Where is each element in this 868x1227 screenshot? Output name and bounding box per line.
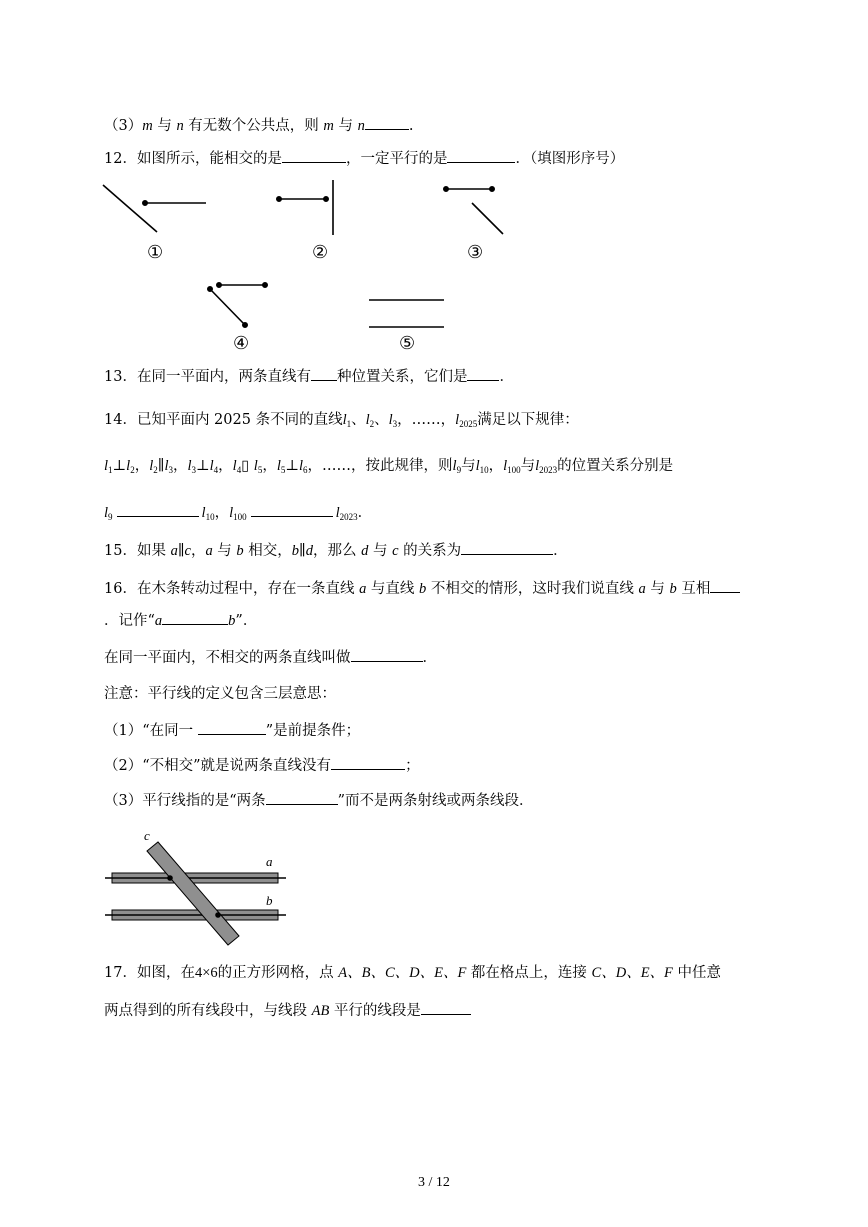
q14-line2 <box>104 456 673 480</box>
q16-line1 <box>104 578 740 599</box>
text: ， <box>262 458 277 474</box>
label-b: b <box>266 893 273 908</box>
text: （1）“在同一 <box>104 723 194 739</box>
subscript: 9 <box>108 512 113 522</box>
text: ，……， <box>397 412 456 428</box>
q12-figures <box>95 175 535 360</box>
var-m: m <box>142 118 153 134</box>
var-l: l <box>299 458 304 474</box>
fig3-label: ③ <box>467 242 484 263</box>
text: ， <box>218 458 233 474</box>
text: 互相 <box>676 581 711 597</box>
text: ， <box>134 458 150 474</box>
text: 的关系为 <box>398 543 462 559</box>
answer-blank[interactable] <box>282 148 346 163</box>
var-l: l <box>253 458 258 474</box>
var-d: d <box>305 543 313 559</box>
text: 与 <box>333 118 358 134</box>
var-n: n <box>357 118 365 134</box>
subscript: 2023 <box>339 512 358 522</box>
fig5-label: ⑤ <box>399 333 416 354</box>
label-c: c <box>144 828 150 843</box>
label-a: a <box>266 854 273 869</box>
var-l: l <box>232 458 237 474</box>
text: ， <box>172 458 188 474</box>
q14-line1 <box>104 410 579 434</box>
var-l: l <box>149 458 154 474</box>
fig4-endpoint <box>208 287 212 291</box>
answer-blank[interactable] <box>710 578 740 593</box>
var-b: b <box>236 543 244 559</box>
text: ， <box>190 543 206 559</box>
parallel-symbol: ∥ <box>157 458 165 474</box>
text: ．（填图形序号） <box>515 151 625 167</box>
answer-blank[interactable] <box>198 720 266 735</box>
text: 17．如图，在 <box>104 965 195 981</box>
text: 与 <box>212 543 237 559</box>
var-c: c <box>392 543 399 559</box>
var-n: n <box>176 118 184 134</box>
text: . <box>408 118 414 134</box>
text: 不相交的情形，这时我们说直线 <box>426 581 639 597</box>
var-l: l <box>276 458 281 474</box>
var-l: l <box>535 458 540 474</box>
var-l: l <box>126 458 131 474</box>
q15 <box>104 540 568 561</box>
unknown-symbol: ▯ <box>241 458 250 474</box>
text: ，一定平行的是 <box>345 151 448 167</box>
var-l: l <box>164 458 169 474</box>
perp-symbol: ⊥ <box>112 458 127 474</box>
text: 种位置关系，它们是 <box>336 369 468 385</box>
intersection-point <box>168 876 173 881</box>
var-a: a <box>359 581 367 597</box>
text: 与 <box>368 543 393 559</box>
text: 两点得到的所有线段中，与线段 <box>104 1003 312 1019</box>
subscript: 100 <box>233 512 247 522</box>
text: 中任意 <box>672 965 722 981</box>
text: 与 <box>152 118 177 134</box>
subscript: 1 <box>108 465 113 475</box>
text: 、 <box>374 412 389 428</box>
text: 都在格点上，连接 <box>466 965 592 981</box>
text: 15．如果 <box>104 543 171 559</box>
subscript: 100 <box>507 465 521 475</box>
fig4-endpoint <box>217 283 221 287</box>
answer-blank[interactable] <box>162 610 228 625</box>
text: 相交， <box>243 543 292 559</box>
subscript: 2025 <box>459 419 478 429</box>
q16-note: 注意：平行线的定义包含三层意思： <box>104 686 336 702</box>
var-l: l <box>503 458 508 474</box>
answer-blank[interactable] <box>351 647 423 662</box>
fig4-segment-slanted <box>210 289 245 325</box>
text: 平行的线段是 <box>329 1003 421 1019</box>
fig2-endpoint <box>277 197 281 201</box>
var-b: b <box>669 581 677 597</box>
text: 16．在木条转动过程中，存在一条直线 <box>104 581 360 597</box>
var-a: a <box>170 543 178 559</box>
text: ． <box>499 369 514 385</box>
text: 与 <box>645 581 670 597</box>
parallel-symbol: ∥ <box>177 543 185 559</box>
subscript: 2 <box>153 465 158 475</box>
text: 的正方形网格，点 <box>217 965 339 981</box>
fig1-label: ① <box>147 242 164 263</box>
q11-prefix: （3） <box>104 118 143 134</box>
subscript: 1 <box>346 419 352 429</box>
text: ， <box>488 458 504 474</box>
text: 12．如图所示，能相交的是 <box>104 151 282 167</box>
var-b: b <box>228 613 236 629</box>
var-l: l <box>187 458 192 474</box>
subscript: 2023 <box>539 465 558 475</box>
answer-blank[interactable] <box>266 790 338 805</box>
text: 满足以下规律： <box>477 412 579 428</box>
var-l: l <box>342 412 347 428</box>
answer-blank[interactable] <box>251 502 333 517</box>
var-l: l <box>335 505 340 521</box>
q11-part3 <box>104 115 413 136</box>
answer-blank[interactable] <box>365 115 409 130</box>
answer-blank[interactable] <box>117 502 199 517</box>
var-c: c <box>184 543 191 559</box>
fig3-endpoint <box>490 187 494 191</box>
segment-ab: AB <box>311 1003 330 1019</box>
text: ，那么 <box>312 543 362 559</box>
text: （2）“不相交”就是说两条直线没有 <box>104 758 332 774</box>
q14-line3 <box>104 502 372 527</box>
q16-line3 <box>104 647 437 668</box>
fig2-endpoint <box>324 197 328 201</box>
fig1-slanted-line <box>103 185 157 232</box>
text: ． <box>357 505 373 521</box>
subscript: 9 <box>456 465 462 475</box>
page-number: 3 / 12 <box>418 1175 450 1190</box>
text: ； <box>405 758 420 774</box>
var-d: d <box>361 543 369 559</box>
q12-stem <box>104 148 624 169</box>
var-l: l <box>104 505 109 521</box>
text: ．记作“ <box>104 613 155 629</box>
var-l: l <box>388 412 393 428</box>
var-a: a <box>154 613 163 629</box>
subscript: 5 <box>280 465 286 475</box>
text: 、 <box>351 412 366 428</box>
fig4-endpoint <box>263 283 267 287</box>
subscript: 3 <box>168 465 173 475</box>
var-l: l <box>209 458 214 474</box>
var-l: l <box>201 505 206 521</box>
text: 有无数个公共点，则 <box>183 118 324 134</box>
strip-c <box>147 842 239 945</box>
text: 13．在同一平面内，两条直线有 <box>104 369 311 385</box>
subscript: 5 <box>257 465 263 475</box>
text: ”而不是两条射线或两条线段． <box>337 793 534 809</box>
q16-note1 <box>104 720 360 741</box>
text: 与 <box>520 458 536 474</box>
text: ”是前提条件； <box>265 723 361 739</box>
text: ，……，按此规律，则 <box>307 458 453 474</box>
subscript: 3 <box>392 419 398 429</box>
q16-note3 <box>104 790 534 811</box>
subscript: 2 <box>369 419 375 429</box>
answer-blank[interactable] <box>311 366 337 381</box>
answer-blank[interactable] <box>331 755 405 770</box>
text: ， <box>214 505 230 521</box>
points-list: A、B、C、D、E、F <box>338 965 467 981</box>
text: （3）平行线指的是“两条 <box>104 793 266 809</box>
fig1-endpoint <box>143 201 147 205</box>
text: 14．已知平面内 2025 条不同的直线 <box>104 412 343 428</box>
grid-size: 4×6 <box>194 965 218 981</box>
var-a: a <box>638 581 646 597</box>
q16-line2 <box>104 610 257 631</box>
fig3-ray <box>472 203 503 234</box>
parallel-symbol: ∥ <box>299 543 306 559</box>
var-l: l <box>229 505 234 521</box>
perp-symbol: ⊥ <box>196 458 210 474</box>
text: 的位置关系分别是 <box>557 458 674 474</box>
var-l: l <box>452 458 457 474</box>
q17-line1 <box>104 963 721 983</box>
answer-blank[interactable] <box>421 1000 471 1015</box>
var-a: a <box>205 543 213 559</box>
answer-blank[interactable] <box>467 366 499 381</box>
q16-note2 <box>104 755 420 776</box>
var-l: l <box>104 458 109 474</box>
subscript: 6 <box>303 465 308 475</box>
subscript: 10 <box>205 512 215 522</box>
q13 <box>104 366 514 387</box>
answer-blank[interactable] <box>461 540 553 555</box>
text: ． <box>553 543 568 559</box>
fig4-endpoint <box>243 323 247 327</box>
var-l: l <box>475 458 480 474</box>
fig3-endpoint <box>444 187 448 191</box>
var-b: b <box>419 581 427 597</box>
points-list: C、D、E、F <box>591 965 673 981</box>
subscript: 4 <box>236 465 242 475</box>
var-m: m <box>323 118 334 134</box>
text: 在同一平面内，不相交的两条直线叫做 <box>104 650 351 666</box>
q16-figure <box>100 826 300 951</box>
subscript: 3 <box>191 465 196 475</box>
intersection-point <box>216 913 221 918</box>
subscript: 10 <box>479 465 489 475</box>
text: ． <box>422 650 437 666</box>
subscript: 4 <box>213 465 219 475</box>
var-l: l <box>365 412 370 428</box>
perp-symbol: ⊥ <box>285 458 299 474</box>
q17-line2 <box>104 1000 471 1021</box>
var-l: l <box>455 412 460 428</box>
text: 与 <box>461 458 476 474</box>
text: 与直线 <box>366 581 420 597</box>
subscript: 2 <box>130 465 135 475</box>
fig2-label: ② <box>312 242 329 263</box>
answer-blank[interactable] <box>447 148 515 163</box>
var-b: b <box>291 543 300 559</box>
text: ”． <box>235 613 258 629</box>
fig4-label: ④ <box>233 333 250 354</box>
